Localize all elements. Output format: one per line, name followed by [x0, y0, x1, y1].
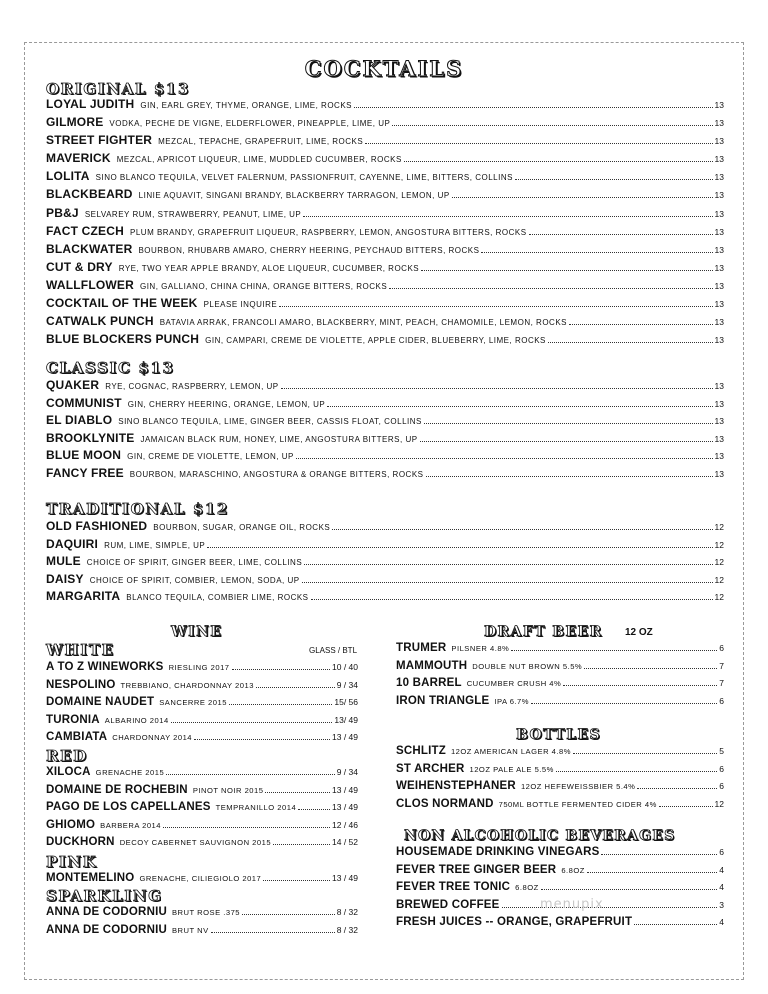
item-description: BATAVIA ARRAK, FRANCOLI AMARO, BLACKBERRY, MINT, PEACH, CHAMOMILE, LEMON, ROCKS: [159, 318, 567, 328]
item-price: 9 / 34: [336, 679, 358, 690]
item-price: 13: [714, 381, 724, 391]
menu-item-row: [46, 836, 358, 854]
dot-leader: [311, 599, 713, 600]
item-name: BLACKWATER: [46, 241, 133, 256]
dot-leader: [263, 880, 330, 881]
draft-list: [396, 642, 724, 712]
item-name: PAGO DE LOS CAPELLANES: [46, 801, 211, 814]
item-name: MAMMOUTH: [396, 659, 468, 672]
item-name: OLD FASHIONED: [46, 519, 148, 533]
traditional-list: [46, 519, 724, 607]
menu-item-row: [46, 431, 724, 449]
glass-btl-label: GLASS / BTL: [309, 646, 358, 655]
item-name: BREWED COFFEE: [396, 898, 500, 911]
menu-item-row: [46, 206, 724, 224]
menu-item-row: [46, 572, 724, 590]
dot-leader: [232, 669, 330, 670]
item-description: MEZCAL, APRICOT LIQUEUR, LIME, MUDDLED CUCUMBER, ROCKS: [116, 155, 402, 165]
menu-item-row: [46, 278, 724, 296]
item-description: TEMPRANILLO 2014: [215, 803, 297, 813]
item-name: FEVER TREE GINGER BEER: [396, 863, 557, 876]
nonalc-heading: NON ALCOHOLIC BEVERAGES: [404, 828, 676, 844]
menu-item-row: [46, 589, 724, 607]
item-price: 13: [714, 226, 724, 237]
dot-leader: [207, 547, 712, 548]
menu-item-row: [46, 115, 724, 133]
dot-leader: [584, 668, 717, 669]
item-price: 4: [719, 864, 724, 875]
original-list: [46, 97, 724, 350]
menu-item-row: [46, 537, 724, 555]
item-description: BRUT ROSE .375: [171, 908, 241, 917]
item-name: BLUE MOON: [46, 448, 122, 463]
menu-item-row: [46, 169, 724, 187]
menu-item-row: [396, 846, 724, 864]
item-description: GRENACHE, CILIEGIOLO 2017: [139, 874, 262, 883]
menu-item-row: [46, 242, 724, 260]
dot-leader: [296, 458, 713, 459]
item-description: BRUT NV: [171, 926, 209, 935]
item-description: TREBBIANO, CHARDONNAY 2013: [120, 680, 254, 690]
dot-leader: [420, 441, 713, 442]
item-description: ALBARINO 2014: [104, 715, 169, 725]
item-description: CHARDONNAY 2014: [112, 733, 193, 742]
menu-title: COCKTAILS: [304, 56, 464, 81]
dot-leader: [163, 827, 330, 828]
item-description: MEZCAL, TEPACHE, GRAPEFRUIT, LIME, ROCKS: [158, 137, 364, 147]
dot-leader: [304, 564, 712, 565]
item-price: 3: [719, 899, 724, 910]
menu-item-row: [46, 466, 724, 484]
item-price: 13: [714, 299, 724, 310]
draft-size: 12 OZ: [625, 627, 653, 638]
item-description: RUM, LIME, SIMPLE, UP: [104, 540, 206, 550]
item-price: 13 / 49: [332, 732, 358, 742]
item-name: QUAKER: [46, 378, 100, 392]
item-name: GHIOMO: [46, 818, 96, 831]
red-wine-list: [46, 766, 358, 854]
dot-leader: [515, 179, 713, 180]
bottles-list: [396, 745, 724, 815]
menu-item-row: [46, 731, 358, 749]
item-name: WEIHENSTEPHANER: [396, 780, 516, 792]
item-name: NESPOLINO: [46, 678, 116, 691]
item-name: COMMUNIST: [46, 395, 122, 410]
wine-heading: WINE: [171, 624, 223, 640]
item-price: 12: [714, 539, 724, 550]
menu-item-row: [46, 784, 358, 802]
sparkling-heading: SPARKLING: [46, 887, 163, 905]
item-price: 13: [714, 398, 724, 409]
item-price: 7: [719, 660, 724, 671]
dot-leader: [242, 914, 335, 915]
item-price: 13: [714, 468, 724, 479]
item-price: 12: [714, 557, 724, 568]
item-price: 13/ 49: [334, 714, 358, 725]
item-price: 13: [714, 208, 724, 219]
item-description: SINO BLANCO TEQUILA, VELVET FALERNUM, PASSIONFRUIT, CAYENNE, LIME, BITTERS, COLLINS: [95, 173, 513, 183]
item-name: SCHLITZ: [396, 745, 446, 757]
item-description: PLUM BRANDY, GRAPEFRUIT LIQUEUR, RASPBERRY, LEMON, ANGOSTURA BITTERS, ROCKS: [130, 227, 527, 237]
item-price: 7: [719, 678, 724, 688]
item-name: STREET FIGHTER: [46, 133, 153, 148]
menu-item-row: [396, 745, 724, 763]
dot-leader: [354, 107, 713, 108]
item-description: BARBERA 2014: [100, 820, 162, 830]
item-price: 4: [719, 917, 724, 928]
item-description: DECOY CABERNET SAUVIGNON 2015: [119, 838, 272, 848]
item-price: 13: [714, 172, 724, 183]
item-name: CATWALK PUNCH: [46, 314, 154, 329]
menu-item-row: [396, 864, 724, 882]
item-price: 13: [714, 118, 724, 129]
item-price: 8 / 32: [336, 925, 358, 935]
item-price: 14 / 52: [332, 837, 358, 848]
item-price: 12: [714, 574, 724, 585]
menu-item-row: [46, 97, 724, 115]
menu-item-row: [46, 924, 358, 942]
item-name: DUCKHORN: [46, 836, 115, 849]
item-price: 8 / 32: [336, 907, 358, 917]
item-price: 13: [714, 136, 724, 147]
item-name: ST ARCHER: [396, 762, 465, 775]
menu-item-row: [46, 519, 724, 537]
menu-item-row: [46, 696, 358, 714]
menu-item-row: [46, 554, 724, 572]
dot-leader: [194, 739, 330, 740]
item-price: 13: [714, 280, 724, 291]
menu-item-row: [396, 695, 724, 713]
dot-leader: [601, 854, 717, 855]
menu-item-row: [396, 642, 724, 660]
item-name: LOYAL JUDITH: [46, 97, 135, 111]
item-price: 13 / 49: [332, 873, 358, 883]
red-heading: RED: [46, 747, 88, 765]
dot-leader: [256, 687, 335, 688]
dot-leader: [327, 406, 712, 407]
dot-leader: [281, 388, 713, 389]
item-name: DAQUIRI: [46, 536, 99, 551]
dot-leader: [303, 216, 712, 217]
item-name: LOLITA: [46, 169, 90, 184]
item-price: 5: [719, 746, 724, 756]
item-price: 13: [714, 317, 724, 328]
item-description: RYE, COGNAC, RASPBERRY, LEMON, UP: [105, 382, 279, 391]
item-price: 13: [714, 335, 724, 346]
item-description: PINOT NOIR 2015: [192, 785, 264, 795]
item-name: FACT CZECH: [46, 223, 124, 238]
item-description: SELVAREY RUM, STRAWBERRY, PEANUT, LIME, UP: [84, 209, 302, 219]
item-description: RYE, TWO YEAR APPLE BRANDY, ALOE LIQUEUR, CUCUMBER, ROCKS: [118, 263, 420, 273]
dot-leader: [511, 650, 717, 651]
item-description: GIN, CREME DE VIOLETTE, LEMON, UP: [127, 452, 294, 462]
dot-leader: [365, 143, 712, 144]
item-description: BOURBON, MARASCHINO, ANGOSTURA & ORANGE BITTERS, ROCKS: [129, 469, 424, 479]
item-description: LINIE AQUAVIT, SINGANI BRANDY, BLACKBERRY TARRAGON, LEMON, UP: [138, 191, 450, 201]
item-name: CAMBIATA: [46, 731, 108, 743]
item-price: 13: [714, 416, 724, 427]
dot-leader: [481, 252, 712, 253]
menu-item-row: [46, 679, 358, 697]
dot-leader: [502, 907, 718, 908]
classic-heading: CLASSIC $13: [46, 359, 175, 377]
classic-list: [46, 378, 724, 484]
item-description: RIESLING 2017: [168, 663, 230, 672]
item-description: CHOICE OF SPIRIT, GINGER BEER, LIME, COLLINS: [86, 558, 303, 568]
dot-leader: [404, 161, 713, 162]
item-price: 13: [714, 433, 724, 444]
menu-item-row: [46, 133, 724, 151]
item-name: ANNA DE CODORNIU: [46, 906, 167, 918]
menu-item-row: [46, 332, 724, 350]
item-description: GIN, CHERRY HEERING, ORANGE, LEMON, UP: [127, 399, 326, 409]
item-name: 10 BARREL: [396, 677, 462, 689]
item-description: JAMAICAN BLACK RUM, HONEY, LIME, ANGOSTURA BITTERS, UP: [140, 434, 418, 444]
menu-item-row: [46, 260, 724, 278]
menu-item-row: [396, 780, 724, 798]
dot-leader: [298, 809, 330, 810]
item-name: GILMORE: [46, 115, 104, 130]
pink-heading: PINK: [46, 853, 98, 871]
menu-item-row: [46, 296, 724, 314]
item-name: DOMAINE NAUDET: [46, 696, 155, 708]
original-heading: ORIGINAL $13: [46, 80, 191, 98]
item-name: HOUSEMADE DRINKING VINEGARS: [396, 846, 600, 858]
dot-leader: [573, 753, 717, 754]
dot-leader: [229, 704, 332, 705]
item-price: 13 / 49: [332, 802, 358, 813]
item-price: 13: [714, 262, 724, 273]
menu-item-row: [46, 448, 724, 466]
item-name: IRON TRIANGLE: [396, 694, 490, 707]
item-description: CHOICE OF SPIRIT, COMBIER, LEMON, SODA, UP: [89, 575, 300, 585]
item-description: IPA 6.7%: [494, 696, 530, 706]
dot-leader: [426, 476, 713, 477]
dot-leader: [569, 324, 713, 325]
item-description: 6.8OZ: [515, 883, 539, 893]
item-price: 13: [714, 154, 724, 165]
menu-item-row: [46, 413, 724, 431]
item-price: 12: [714, 798, 724, 809]
menu-item-row: [396, 660, 724, 678]
dot-leader: [587, 872, 717, 873]
item-name: MARGARITA: [46, 589, 121, 604]
item-name: BROOKLYNITE: [46, 430, 135, 445]
item-price: 13 / 49: [332, 784, 358, 795]
item-price: 4: [719, 882, 724, 893]
item-price: 6: [719, 763, 724, 774]
dot-leader: [265, 792, 330, 793]
menu-item-row: [46, 314, 724, 332]
item-name: TURONIA: [46, 713, 100, 726]
dot-leader: [531, 703, 717, 704]
item-price: 6: [719, 695, 724, 706]
item-name: MULE: [46, 554, 81, 569]
dot-leader: [332, 529, 712, 530]
item-description: 750ML BOTTLE FERMENTED CIDER 4%: [498, 799, 657, 809]
menu-item-row: [396, 763, 724, 781]
menu-item-row: [46, 819, 358, 837]
dot-leader: [421, 270, 712, 271]
bottles-heading: BOTTLES: [516, 727, 602, 743]
dot-leader: [273, 844, 330, 845]
menu-item-row: [46, 396, 724, 414]
menu-item-row: [46, 766, 358, 784]
item-description: PLEASE INQUIRE: [203, 300, 278, 310]
item-price: 12: [714, 592, 724, 603]
dot-leader: [529, 234, 713, 235]
white-wine-list: [46, 661, 358, 749]
item-name: BLACKBEARD: [46, 187, 133, 202]
item-name: CUT & DRY: [46, 259, 113, 274]
item-name: DOMAINE DE ROCHEBIN: [46, 783, 188, 796]
dot-leader: [634, 924, 717, 925]
item-name: XILOCA: [46, 766, 91, 778]
item-description: PILSNER 4.8%: [451, 644, 510, 653]
sparkling-wine-list: [46, 906, 358, 942]
dot-leader: [279, 306, 712, 307]
item-name: DAISY: [46, 571, 84, 586]
dot-leader: [211, 932, 335, 933]
dot-leader: [659, 806, 713, 807]
item-price: 13: [714, 190, 724, 201]
item-name: BLUE BLOCKERS PUNCH: [46, 332, 200, 347]
item-name: A TO Z WINEWORKS: [46, 661, 164, 673]
menu-item-row: [46, 151, 724, 169]
item-description: GIN, CAMPARI, CREME DE VIOLETTE, APPLE CIDER, BLUEBERRY, LIME, ROCKS: [205, 336, 546, 346]
item-name: FEVER TREE TONIC: [396, 881, 511, 894]
item-name: COCKTAIL OF THE WEEK: [46, 296, 198, 311]
draft-heading: DRAFT BEER: [484, 624, 603, 640]
item-name: WALLFLOWER: [46, 277, 134, 292]
item-description: CUCUMBER CRUSH 4%: [466, 679, 562, 688]
item-price: 9 / 34: [336, 767, 358, 777]
item-price: 12: [714, 522, 724, 532]
dot-leader: [171, 722, 333, 723]
item-price: 12 / 46: [332, 819, 358, 830]
item-description: 12OZ AMERICAN LAGER 4.8%: [450, 747, 571, 756]
item-price: 6: [719, 847, 724, 857]
menu-item-row: [46, 224, 724, 242]
item-description: DOUBLE NUT BROWN 5.5%: [472, 661, 583, 671]
item-price: 6: [719, 781, 724, 791]
item-description: SANCERRE 2015: [159, 698, 227, 707]
dot-leader: [389, 288, 712, 289]
item-name: CLOS NORMAND: [396, 797, 494, 810]
item-price: 15/ 56: [334, 697, 358, 707]
item-description: 12OZ PALE ALE 5.5%: [469, 764, 554, 774]
item-name: FANCY FREE: [46, 465, 124, 480]
item-price: 13: [714, 244, 724, 255]
item-name: MAVERICK: [46, 151, 111, 166]
watermark-logo: menupix: [540, 897, 604, 912]
dot-leader: [548, 342, 713, 343]
traditional-heading: TRADITIONAL $12: [46, 500, 229, 518]
item-price: 13: [714, 451, 724, 462]
item-name: MONTEMELINO: [46, 872, 135, 884]
menu-item-row: [46, 714, 358, 732]
dot-leader: [392, 125, 712, 126]
item-description: GRENACHE 2015: [95, 768, 165, 777]
item-description: 6.8OZ: [561, 865, 585, 875]
menu-item-row: [46, 801, 358, 819]
item-description: VODKA, PECHE DE VIGNE, ELDERFLOWER, PINEAPPLE, LIME, UP: [109, 119, 391, 129]
white-heading: WHITE: [46, 641, 115, 659]
dot-leader: [541, 889, 717, 890]
item-name: EL DIABLO: [46, 413, 113, 428]
item-name: TRUMER: [396, 642, 447, 654]
item-price: 10 / 40: [332, 662, 358, 672]
dot-leader: [556, 771, 717, 772]
item-price: 13: [714, 100, 724, 110]
menu-item-row: [46, 661, 358, 679]
dot-leader: [424, 423, 713, 424]
dot-leader: [563, 685, 717, 686]
menu-item-row: [396, 916, 724, 934]
dot-leader: [637, 788, 717, 789]
menu-item-row: [46, 378, 724, 396]
item-description: BLANCO TEQUILA, COMBIER LIME, ROCKS: [126, 593, 309, 603]
nonalc-list: [396, 846, 724, 934]
item-name: ANNA DE CODORNIU: [46, 924, 167, 936]
menu-item-row: [396, 677, 724, 695]
dot-leader: [452, 197, 713, 198]
menu-item-row: [46, 187, 724, 205]
item-description: BOURBON, SUGAR, ORANGE OIL, ROCKS: [153, 523, 331, 532]
dot-leader: [302, 582, 713, 583]
item-description: BOURBON, RHUBARB AMARO, CHERRY HEERING, PEYCHAUD BITTERS, ROCKS: [138, 245, 480, 255]
item-name: PB&J: [46, 205, 79, 220]
menu-item-row: [396, 798, 724, 816]
menu-item-row: [46, 906, 358, 924]
item-description: 12OZ HEFEWEISSBIER 5.4%: [520, 782, 636, 791]
item-name: FRESH JUICES -- ORANGE, GRAPEFRUIT: [396, 916, 633, 929]
item-description: SINO BLANCO TEQUILA, LIME, GINGER BEER, CASSIS FLOAT, COLLINS: [118, 417, 422, 427]
item-price: 6: [719, 643, 724, 653]
dot-leader: [166, 774, 335, 775]
item-description: GIN, EARL GREY, THYME, ORANGE, LIME, ROCKS: [140, 101, 352, 110]
item-description: GIN, GALLIANO, CHINA CHINA, ORANGE BITTERS, ROCKS: [139, 281, 388, 291]
